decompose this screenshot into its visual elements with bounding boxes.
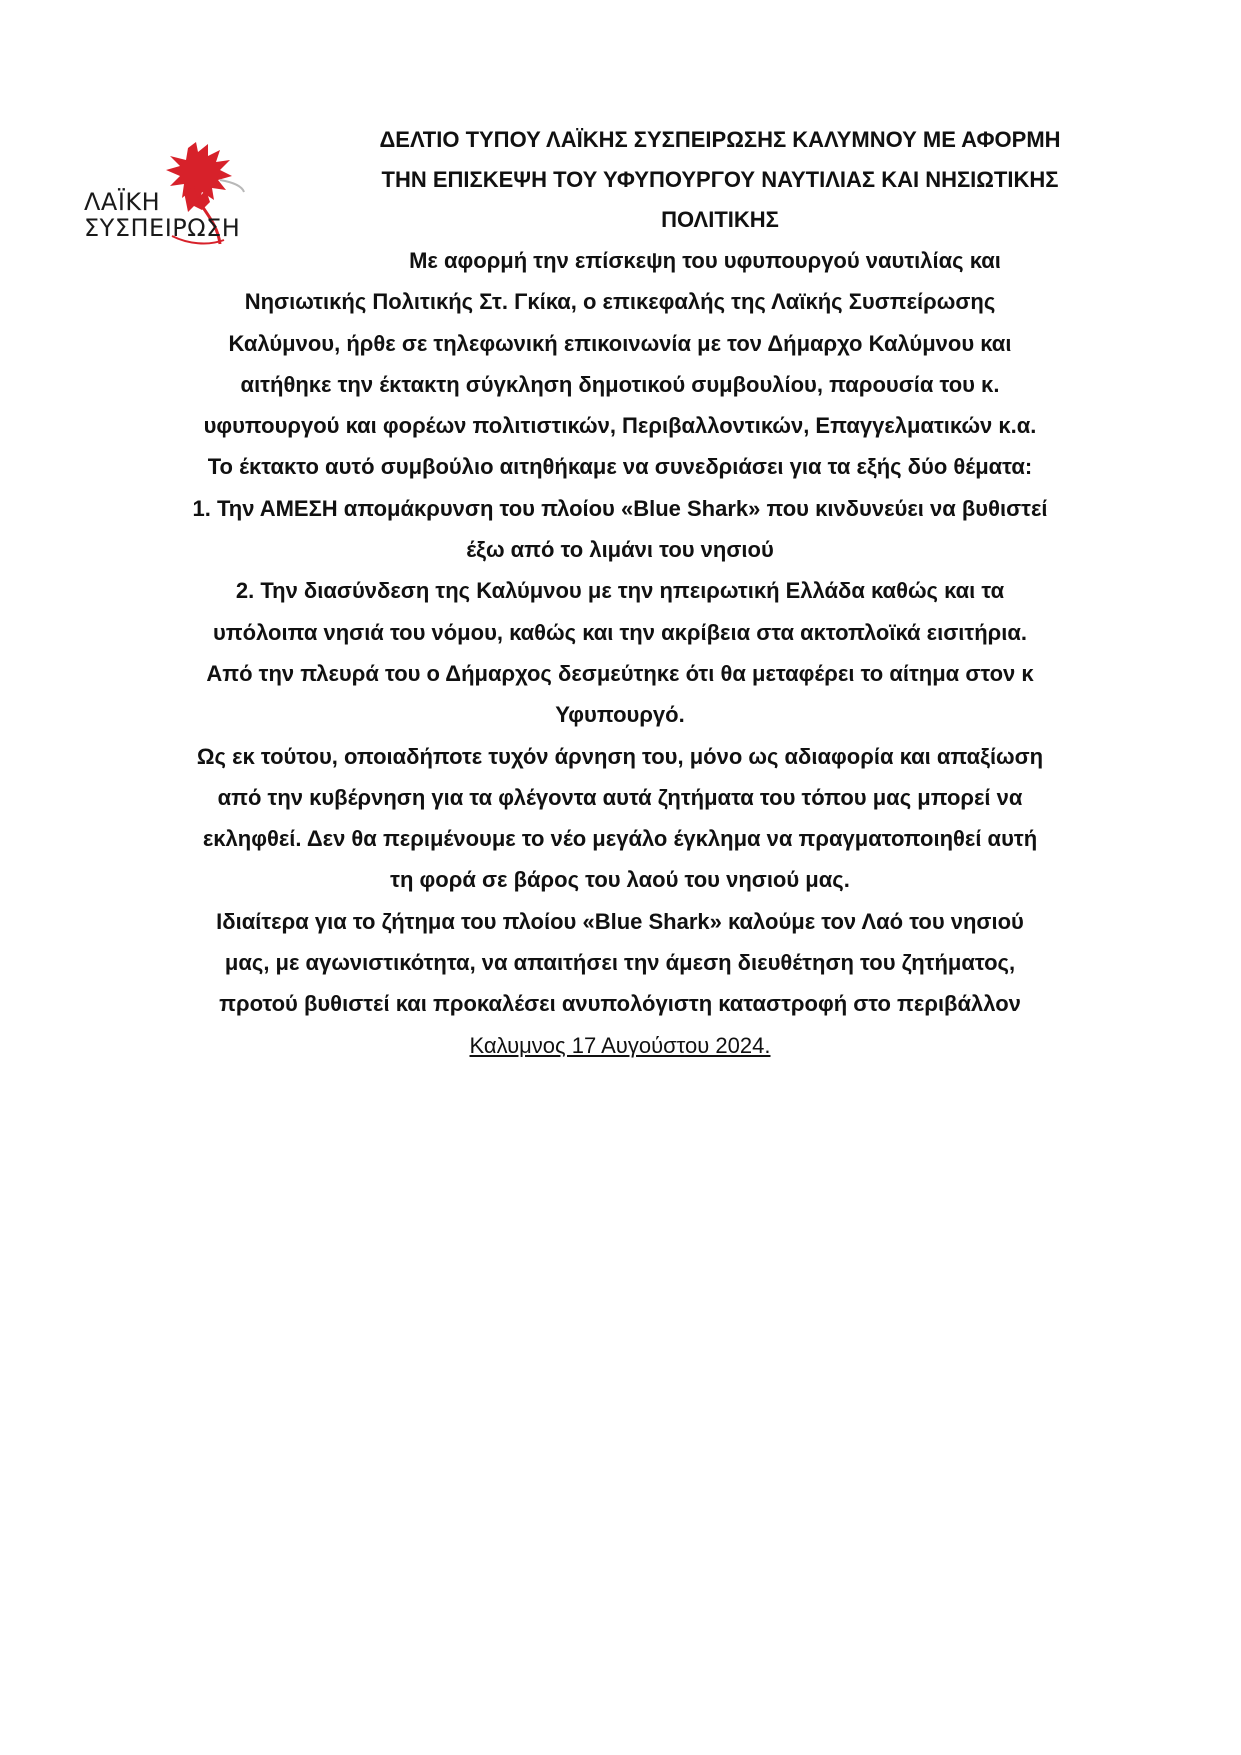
logo-text-line2: ΣΥΣΠΕΙΡΩΣΗ bbox=[84, 214, 241, 242]
body-line: υφυπουργού και φορέων πολιτιστικών, Περιβαλλοντικών, Επαγγελματικών κ.α. bbox=[203, 413, 1037, 439]
body-line: μας, με αγωνιστικότητα, να απαιτήσει την άμεση διευθέτηση του ζητήματος, bbox=[224, 950, 1016, 976]
body-line: υπόλοιπα νησιά του νόμου, καθώς και την ακρίβεια στα ακτοπλοϊκά εισιτήρια. bbox=[213, 619, 1027, 645]
body-line: εκληφθεί. Δεν θα περιμένουμε το νέο μεγάλο έγκλημα να πραγματοποιηθεί αυτή bbox=[202, 826, 1038, 852]
logo-text-line1: ΛΑΪΚΗ bbox=[84, 188, 161, 216]
title-line: ΠΟΛΙΤΙΚΗΣ bbox=[661, 207, 779, 232]
body-line: Ιδιαίτερα για το ζήτημα του πλοίου «Blue Shark» καλούμε τον Λαό του νησιού bbox=[216, 908, 1024, 934]
body-line: Το έκτακτο αυτό συμβούλιο αιτηθήκαμε να συνεδριάσει για τα εξής δύο θέματα: bbox=[207, 454, 1033, 480]
body-line: Ως εκ τούτου, οποιαδήποτε τυχόν άρνηση του, μόνο ως αδιαφορία και απαξίωση bbox=[196, 743, 1044, 769]
press-release-body bbox=[100, 240, 1140, 1066]
title-line: ΔΕΛΤΙΟ ΤΥΠΟΥ ΛΑΪΚΗΣ ΣΥΣΠΕΙΡΩΣΗΣ ΚΑΛΥΜΝΟΥ ΜΕ ΑΦΟΡΜΗ bbox=[379, 127, 1061, 152]
body-line: 2. Την διασύνδεση της Καλύμνου με την ηπειρωτική Ελλάδα καθώς και τα bbox=[235, 578, 1005, 604]
date-line: Καλυμνος 17 Αυγούστου 2024. bbox=[469, 1032, 771, 1058]
body-line: 1. Την ΑΜΕΣΗ απομάκρυνση του πλοίου «Blue Shark» που κινδυνεύει να βυθιστεί bbox=[192, 495, 1048, 521]
body-line: έξω από το λιμάνι του νησιού bbox=[466, 537, 774, 563]
body-line: Υφυπουργό. bbox=[555, 702, 685, 728]
body-line: Με αφορμή την επίσκεψη του υφυπουργού ναυτιλίας και bbox=[409, 248, 1001, 273]
body-line: Καλύμνου, ήρθε σε τηλεφωνική επικοινωνία με τον Δήμαρχο Καλύμνου και bbox=[228, 330, 1012, 356]
body-line: Από την πλευρά του ο Δήμαρχος δεσμεύτηκε ότι θα μεταφέρει το αίτημα στον κ bbox=[206, 660, 1034, 686]
body-line: αιτήθηκε την έκτακτη σύγκληση δημοτικού συμβουλίου, παρουσία του κ. bbox=[240, 371, 1000, 397]
press-release-title bbox=[290, 120, 1150, 240]
body-line: προτού βυθιστεί και προκαλέσει ανυπολόγιστη καταστροφή στο περιβάλλον bbox=[219, 991, 1021, 1017]
body-line: Νησιωτικής Πολιτικής Στ. Γκίκα, ο επικεφαλής της Λαϊκής Συσπείρωσης bbox=[244, 289, 996, 315]
title-line: ΤΗΝ ΕΠΙΣΚΕΨΗ ΤΟΥ ΥΦΥΠΟΥΡΓΟΥ ΝΑΥΤΙΛΙΑΣ ΚΑΙ ΝΗΣΙΩΤΙΚΗΣ bbox=[381, 167, 1059, 192]
party-logo bbox=[84, 140, 260, 250]
body-line: από την κυβέρνηση για τα φλέγοντα αυτά ζητήματα του τόπου μας μπορεί να bbox=[217, 784, 1023, 810]
body-line: τη φορά σε βάρος του λαού του νησιού μας. bbox=[390, 867, 850, 893]
